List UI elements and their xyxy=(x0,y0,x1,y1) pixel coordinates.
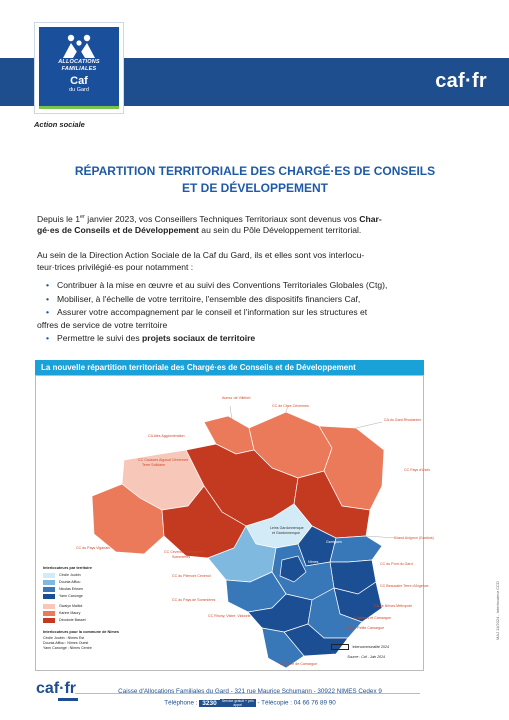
tel-prefix: Téléphone : xyxy=(164,699,198,707)
legend-nimes-line: Cécile Joubin : Nîmes Est xyxy=(43,636,85,640)
legend-label: Gwalyn Maillot xyxy=(59,604,83,608)
label-terre-camargue: CC Terre de Camargue xyxy=(280,662,318,666)
map-legend xyxy=(43,564,153,651)
label-grand-avignon: Grand Avignon (Gardois) xyxy=(394,536,434,540)
label-causses: CC Causses Aigoual Cévennes xyxy=(138,458,189,462)
intro-text-c: au sein du Pôle Développement territorial. xyxy=(198,225,362,236)
section-label: Action sociale xyxy=(34,120,85,129)
label-cevenne-garrigue-2: Sommières xyxy=(172,555,191,559)
legend-title-territories: Interlocuteurs par territoire xyxy=(43,566,92,570)
bullet-dot: • xyxy=(46,293,50,304)
label-ales: CA Alès Agglomération xyxy=(148,434,185,438)
label-costieres: Costières et Camargue xyxy=(354,616,391,620)
intro-bold-2: gé·es de Conseils et de Développement xyxy=(37,225,199,236)
footer-address: Caisse d'Allocations Familiales du Gard - 321 rue Maurice Schumann - 30922 NIMES Cedex 9 xyxy=(118,688,382,695)
bullet-text-3b: offres de service de votre territoire xyxy=(37,319,168,330)
bullet-text-3a: Assurer votre accompagnement par le conseil et l'information sur les structures et xyxy=(57,307,368,317)
legend-title-nimes: Interlocuteurs pour la commune de Nîmes xyxy=(43,630,119,634)
label-pont-gard: CC du Pont du Gard xyxy=(380,562,413,566)
map-header: La nouvelle répartition territoriale des Chargé·es de Conseils et de Développement xyxy=(35,360,424,375)
legend-swatch xyxy=(43,604,55,609)
title-line-1: RÉPARTITION TERRITORIALE DES CHARGÉ·ES DE CONSEILS xyxy=(74,164,436,178)
bullet-item-2 xyxy=(37,294,477,306)
label-cevenne-garrigue: CC Cévenne Garrigue et xyxy=(164,550,204,554)
intro-text-b: janvier 2023, vos Conseillers Techniques Territoriaux sont devenus vos xyxy=(84,213,360,224)
legend-label: Cécile Joubin xyxy=(59,573,81,577)
intercommunalite-legend xyxy=(331,644,389,650)
footer-wordmark-underline xyxy=(58,698,78,701)
label-ceze: CC de Cèze Cévennes xyxy=(272,404,309,408)
title-line-2: ET DE DÉVELOPPEMENT xyxy=(181,181,329,195)
legend-row xyxy=(43,579,153,586)
label-rhony: CC Rhony, Vistre, Vidourle xyxy=(208,614,251,618)
bullet-text-1: Contribuer à la mise en œuvre et au suivi des Conventions Territoriales Globales (Ctg), xyxy=(57,280,388,290)
logo-inner xyxy=(39,27,119,109)
intercommunalite-label: Intercommunalité 2024 xyxy=(352,645,389,649)
legend-row xyxy=(43,617,153,624)
para2-line-1: Au sein de la Direction Action Sociale de la Caf du Gard, ils et elles sont vos interlocu- xyxy=(37,250,365,260)
tel-number[interactable]: 3230 xyxy=(199,700,219,707)
logo-text-familiales: FAMILIALES xyxy=(61,66,97,72)
bullet-item-3-cont xyxy=(37,320,477,332)
bullet-item-1 xyxy=(37,280,477,292)
legend-label: Yann Canonge xyxy=(59,594,83,598)
intro-bold-1: Char- xyxy=(359,213,382,224)
legend-label: Déodorie Basset xyxy=(59,618,86,622)
label-leins: Leins Gardonnenque xyxy=(270,526,304,530)
bullet-dot: • xyxy=(46,280,50,290)
legend-row xyxy=(43,593,153,600)
legend-swatch xyxy=(43,594,55,599)
caf-logo[interactable] xyxy=(34,22,124,114)
second-paragraph xyxy=(37,250,477,273)
map-source: Source : Caf - Juin 2024 xyxy=(347,655,385,659)
bullet-text-4a: Permettre le suivi des xyxy=(57,333,143,343)
side-note: MAJ 11/2024 - Interlocuteur CCD xyxy=(495,581,500,640)
label-uzes: CC Pays d'Uzès xyxy=(404,468,431,472)
legend-label: Dounia Afflou xyxy=(59,580,81,584)
legend-nimes-line: Dounia Afflou : Nîmes Ouest xyxy=(43,641,89,645)
label-beaucaire: CC Beaucaire Terre d'Argence xyxy=(380,584,429,588)
legend-row xyxy=(43,603,153,610)
bullet-dot: • xyxy=(46,307,50,317)
intercommunalite-swatch xyxy=(331,644,349,650)
label-vigan: CC du Pays Viganais xyxy=(76,546,110,550)
bullet-text-4b: projets sociaux de territoire xyxy=(142,333,256,343)
legend-row xyxy=(43,572,153,579)
bullet-text-2: Mobiliser, à l'échelle de votre territoire, l'ensemble des dispositifs financiers Caf, xyxy=(57,293,361,304)
fax-number: - Télécopie : 04 66 76 89 90 xyxy=(255,699,336,707)
legend-label: Karine Maury xyxy=(59,611,81,615)
label-causses-2: Terre Solidaire xyxy=(142,463,166,467)
legend-swatch xyxy=(43,573,55,578)
bullet-item-4 xyxy=(37,333,477,345)
label-nimes-metro: CA de Nîmes Métropole xyxy=(374,604,413,608)
bullet-item-3 xyxy=(37,307,477,319)
logo-text-caf: Caf xyxy=(70,75,88,87)
label-leins-2: et Gardonnenque xyxy=(272,531,300,535)
legend-swatch xyxy=(43,580,55,585)
footer-telephone xyxy=(90,699,410,707)
label-nimes: Nîmes xyxy=(308,560,319,564)
legend-label: Nicolas Erksen xyxy=(59,587,83,591)
bullet-dot: • xyxy=(46,333,50,343)
label-sommieres: CC du Pays de Sommières xyxy=(172,598,216,602)
family-symbol-icon xyxy=(59,33,99,59)
bullet-list xyxy=(37,280,477,347)
page-title xyxy=(30,163,480,197)
cafr-wordmark[interactable]: caf·fr xyxy=(435,70,487,92)
label-villefort: Aumur de Villefort xyxy=(222,396,251,400)
label-petite-camargue: CC de Petite Camargue xyxy=(346,626,385,630)
legend-row xyxy=(43,610,153,617)
tel-service-badge: Service gratuit + prix appel xyxy=(221,699,254,707)
territory-map[interactable] xyxy=(35,375,434,671)
logo-text-allocations: ALLOCATIONS xyxy=(58,59,100,65)
label-garrigues: Garrigues xyxy=(326,540,342,544)
legend-swatch xyxy=(43,587,55,592)
footer-cafr-wordmark[interactable]: caf·fr xyxy=(36,680,77,697)
legend-row xyxy=(43,586,153,593)
para2-line-2: teur·trices privilégié·es pour notamment : xyxy=(37,261,194,272)
legend-swatch xyxy=(43,611,55,616)
label-gard-rhodanien: CA du Gard Rhodanien xyxy=(384,418,422,422)
legend-swatch xyxy=(43,618,55,623)
legend-nimes-line: Yann Canonge : Nîmes Centre xyxy=(43,646,92,650)
logo-stripe xyxy=(39,106,119,109)
intro-paragraph xyxy=(37,212,477,237)
intro-text-a: Depuis le 1 xyxy=(37,213,80,224)
label-piemont: CC du Piémont Cévenol xyxy=(172,574,211,578)
intro-sup: er xyxy=(80,214,85,220)
logo-text-dept: du Gard xyxy=(69,87,89,93)
